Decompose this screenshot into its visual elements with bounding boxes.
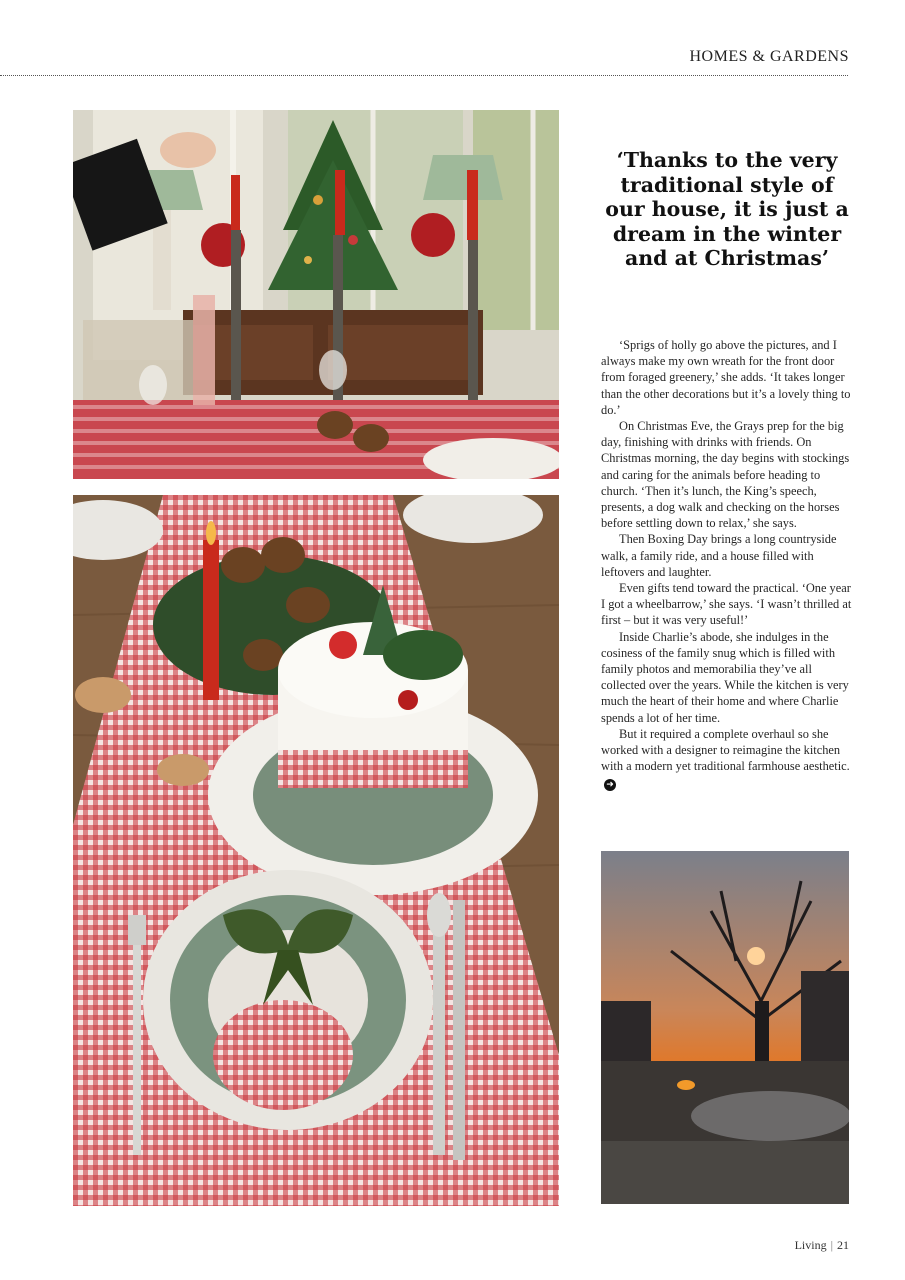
- header-rule: [0, 75, 848, 76]
- photo-lighting-candles: [73, 110, 559, 479]
- paragraph-last: [601, 726, 853, 792]
- pull-quote: ‘Thanks to the very traditional style of our house, it is just a dream in the winter and at Christmas’: [605, 148, 849, 270]
- publication-name: Living: [794, 1238, 827, 1252]
- page-number: 21: [837, 1238, 849, 1252]
- article-body: [601, 337, 853, 791]
- photo-christmas-table: [73, 495, 559, 1206]
- folio-separator: |: [830, 1238, 833, 1252]
- arrow-right-circle-icon: ➜: [604, 779, 616, 791]
- page-folio: [795, 1238, 849, 1253]
- paragraph: ‘Sprigs of holly go above the pictures, and I always make my own wreath for the front door from foraged greenery,’ she adds. ‘It takes longer than the other decorations but it’s a lovely thing to do.’: [601, 338, 851, 417]
- paragraph: Even gifts tend toward the practical. ‘One year I got a wheelbarrow,’ she says. ‘I wasn’t thrilled at first – but it was very useful!’: [601, 581, 852, 628]
- paragraph: Then Boxing Day brings a long countryside walk, a family ride, and a house filled with leftovers and laughter.: [601, 532, 837, 579]
- paragraph: On Christmas Eve, the Grays prep for the big day, finishing with drinks with friends. On Christmas morning, the day begins with stockings and caring for the animals before heading to church. ‘Then it’s lunch, the King’s speech, presents, a dog walk and checking on the horses before settling down to relax,’ she says.: [601, 419, 850, 531]
- photo-sunset-garden: [601, 851, 849, 1204]
- paragraph: Inside Charlie’s abode, she indulges in the cosiness of the family snug which is filled with family photos and memorabilia they’ve all collected over the years. While the kitchen is very much the heart of their home and where Charlie spends a lot of her time.: [601, 629, 849, 725]
- paragraph-text: But it required a complete overhaul so she worked with a designer to reimagine the kitchen with a modern yet traditional farmhouse aesthetic.: [601, 726, 850, 774]
- section-label: HOMES & GARDENS: [689, 48, 849, 65]
